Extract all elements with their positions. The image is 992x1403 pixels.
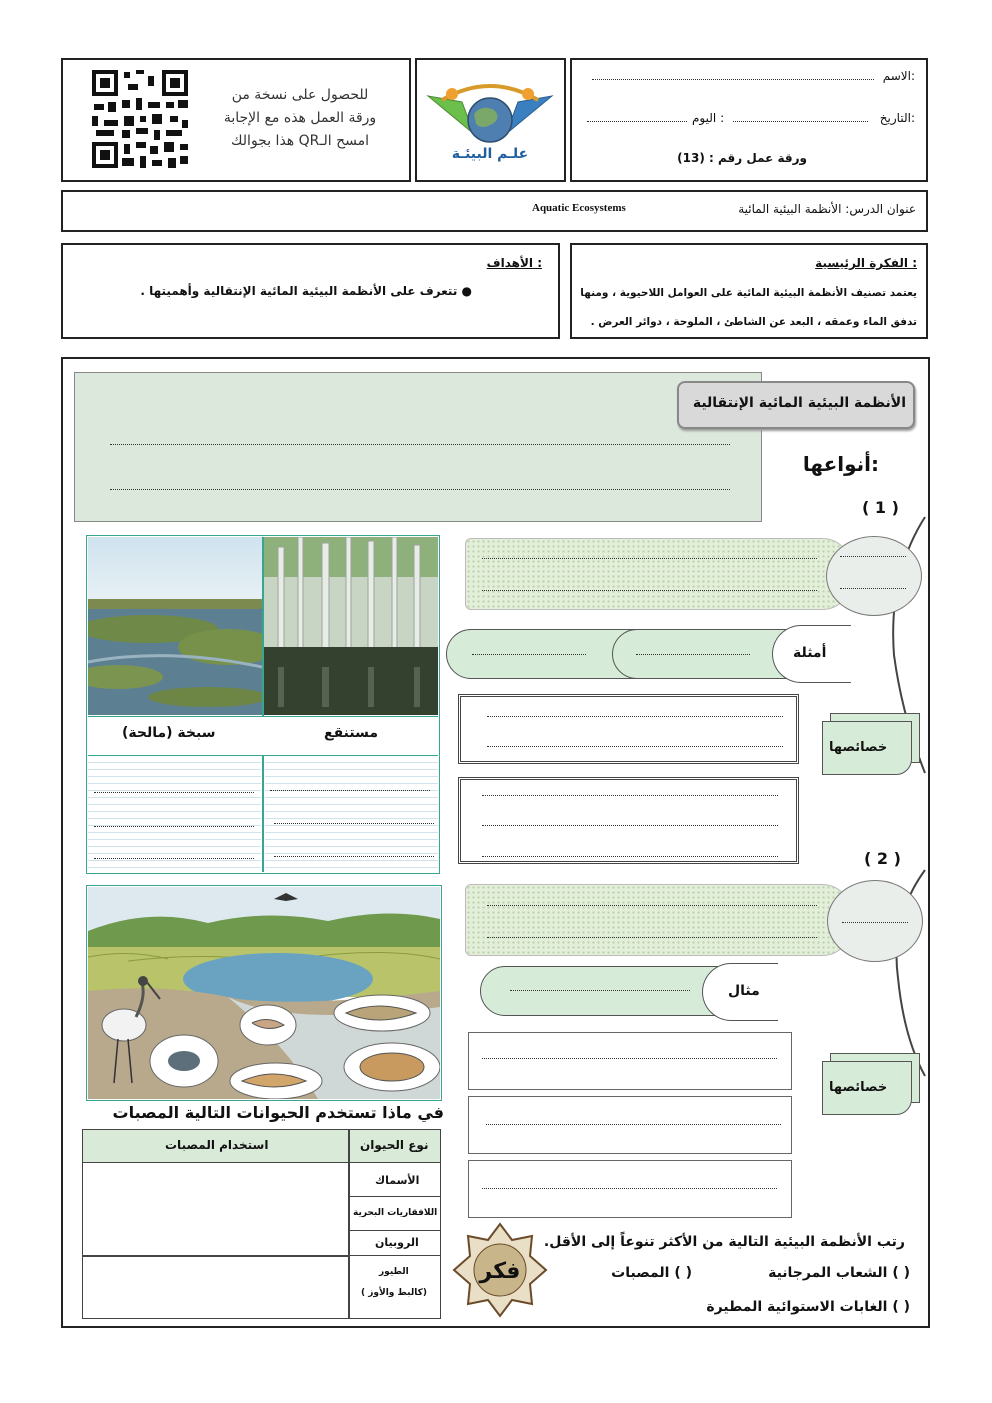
definition-line[interactable] <box>110 489 730 490</box>
ranking-option-estuary[interactable]: ( ) المصبات <box>611 1265 692 1281</box>
example-line-b[interactable] <box>636 654 750 655</box>
type1-traits-box <box>458 694 799 764</box>
type2-example-line[interactable] <box>510 990 690 991</box>
objectives-item <box>140 284 472 298</box>
traits-label: خصائصها <box>829 740 888 755</box>
sheet-label: ورقة عمل رقم : <box>709 151 807 165</box>
traits-line[interactable] <box>482 795 778 796</box>
swamp-note-line[interactable] <box>270 790 430 791</box>
type2-name-line[interactable] <box>487 937 817 938</box>
qr-line: امسح الـQR هذا بجوالك <box>230 133 370 149</box>
animal-row-line <box>349 1196 441 1197</box>
main-idea-heading: الفكرة الرئيسية : <box>815 256 917 270</box>
traits-line[interactable] <box>487 746 783 747</box>
animal-row-line <box>349 1255 441 1256</box>
salt-marsh-caption: سبخة (مالحة) <box>122 725 216 741</box>
ranking-option-coral[interactable]: ( ) الشعاب المرجانية <box>768 1265 910 1281</box>
swamp-note-line[interactable] <box>274 823 434 824</box>
logo-text: علـم البيئـة <box>451 146 529 162</box>
type1-name-line[interactable] <box>482 558 817 559</box>
type1-circle-line[interactable] <box>840 556 906 557</box>
main-idea-line2: تدفق الماء وعمقه ، البعد عن الشاطئ ، الملوحة ، دوائر العرض . <box>590 316 917 328</box>
lesson-title-ar: الأنظمة البيئية المائية <box>738 202 842 216</box>
traits-line[interactable] <box>482 1188 777 1189</box>
animal-birds: الطيور <box>379 1267 409 1277</box>
think-badge-icon <box>450 1222 550 1318</box>
lesson-title <box>738 202 916 216</box>
marsh-note-line[interactable] <box>94 826 254 827</box>
type2-circle-line[interactable] <box>842 922 908 923</box>
definition-box <box>74 372 762 522</box>
type1-name-box <box>465 538 852 610</box>
objectives-heading: الأهداف : <box>486 256 542 270</box>
main-idea-line1: يعتمد تصنيف الأنظمة البيئية المائية على العوامل اللاحيوية ، ومنها <box>580 287 917 299</box>
type2-traits-box <box>468 1160 792 1218</box>
name-field[interactable] <box>592 79 874 80</box>
day-field[interactable] <box>587 121 687 122</box>
traits-label-2: خصائصها <box>829 1080 888 1095</box>
traits-line[interactable] <box>487 716 783 717</box>
ranking-option-rainforest[interactable]: ( ) الغابات الاستوائية المطيرة <box>706 1299 910 1315</box>
lesson-title-label: عنوان الدرس: <box>845 202 916 216</box>
type2-traits-box <box>468 1032 792 1090</box>
marsh-notes-area <box>88 756 261 872</box>
animals-col-header: نوع الحيوان <box>360 1138 429 1152</box>
date-field[interactable] <box>733 121 868 122</box>
definition-line[interactable] <box>110 444 730 445</box>
traits-line[interactable] <box>482 1058 777 1059</box>
swamp-notes-area <box>265 756 438 872</box>
salt-marsh-photo <box>88 537 262 715</box>
marsh-note-line[interactable] <box>94 792 254 793</box>
qr-code-icon <box>92 70 188 168</box>
qr-line: للحصول على نسخة من <box>231 87 369 103</box>
animal-fish: الأسماك <box>375 1174 420 1187</box>
think-badge-text: فكر <box>479 1259 521 1284</box>
qr-line: ورقة العمل هذه مع الإجابة <box>223 110 377 126</box>
ranking-question: رتب الأنظمة البيئية التالية من الأكثر تنوعاً إلى الأقل. <box>543 1234 905 1250</box>
type1-circle-line[interactable] <box>840 588 906 589</box>
type-number-2: ( 2 ) <box>864 849 901 868</box>
type2-name-box <box>465 884 852 956</box>
name-label: الاسم: <box>882 69 915 83</box>
type1-name-line[interactable] <box>482 590 817 591</box>
traits-line[interactable] <box>482 856 778 857</box>
types-label: أنواعها: <box>802 452 879 476</box>
traits-line[interactable] <box>486 1124 781 1125</box>
animals-col-divider <box>348 1130 350 1318</box>
use-answer-cell[interactable] <box>84 1257 347 1317</box>
estuary-question: في ماذا تستخدم الحيوانات التالية المصبات <box>112 1103 444 1122</box>
environment-logo <box>422 74 558 166</box>
objectives-item-text: تتعرف على الأنظمة البيئية المائية الإنتقالية وأهميتها . <box>140 284 458 298</box>
day-label: اليوم : <box>692 111 725 125</box>
sheet-number-value: (13) <box>677 151 705 165</box>
type2-traits-box <box>468 1096 792 1154</box>
type2-circle <box>827 880 923 962</box>
use-answer-cell[interactable] <box>84 1163 347 1254</box>
estuary-illustration <box>88 887 440 1099</box>
date-label: التاريخ: <box>879 111 915 125</box>
swamp-caption: مستنقع <box>324 725 378 741</box>
examples-label: أمثلة <box>793 645 827 661</box>
traits-line[interactable] <box>482 825 778 826</box>
marsh-note-line[interactable] <box>94 858 254 859</box>
lesson-title-en: Aquatic Ecosystems <box>532 202 626 214</box>
section-heading: الأنظمة البيئية المائية الإنتقالية <box>692 395 906 411</box>
type-number-1: ( 1 ) <box>862 498 899 517</box>
qr-instructions <box>200 84 400 153</box>
type1-traits-box <box>458 777 799 864</box>
type2-name-line[interactable] <box>487 905 817 906</box>
animal-invertebrates: اللافقاريات البحرية <box>353 1208 438 1218</box>
type1-circle <box>826 536 922 616</box>
swamp-photo <box>264 537 438 715</box>
caption-divider <box>262 537 264 872</box>
sheet-number <box>677 151 807 165</box>
example-line-a[interactable] <box>472 654 586 655</box>
animal-shrimp: الروبيان <box>375 1236 419 1249</box>
use-col-header: استخدام المصبات <box>165 1138 269 1152</box>
example-label: مثال <box>728 983 760 999</box>
swamp-note-line[interactable] <box>274 856 434 857</box>
bullet-icon: ● <box>461 284 472 298</box>
animal-birds-note: ( كالبط والأوز) <box>361 1288 427 1298</box>
animal-row-line <box>349 1230 441 1231</box>
